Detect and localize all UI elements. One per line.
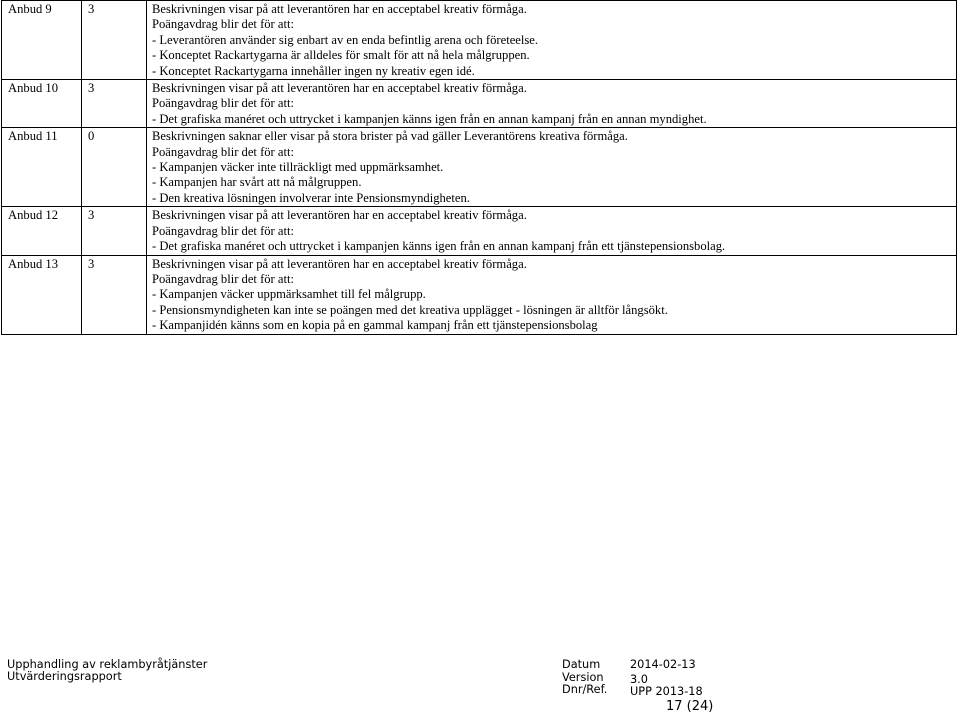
bid-description bbox=[147, 80, 957, 128]
description-line: - Det grafiska manéret och uttrycket i kampanjen känns igen från en annan kampanj från en annan myndighet. bbox=[152, 111, 707, 126]
version-value: 3.0 bbox=[630, 673, 648, 686]
description-line: Beskrivningen saknar eller visar på stora brister på vad gäller Leverantörens kreativa förmåga. bbox=[152, 129, 628, 144]
description-line: - Kampanjen väcker inte tillräckligt med uppmärksamhet. bbox=[152, 160, 444, 175]
bid-score: 3 bbox=[82, 1, 147, 80]
description-line: - Leverantören använder sig enbart av en enda befintlig arena och företeelse. bbox=[152, 32, 539, 47]
description-line: - Det grafiska manéret och uttrycket i kampanjen känns igen från en annan kampanj från ett tjänstepensionsbolag. bbox=[152, 239, 726, 254]
evaluation-table bbox=[1, 0, 957, 335]
description-line: Poängavdrag blir det för att: bbox=[152, 223, 294, 238]
bid-name: Anbud 11 bbox=[2, 128, 82, 207]
bid-name: Anbud 13 bbox=[2, 255, 82, 334]
bid-description bbox=[147, 255, 957, 334]
description-line: Poängavdrag blir det för att: bbox=[152, 17, 294, 32]
description-line: Beskrivningen visar på att leverantören har en acceptabel kreativ förmåga. bbox=[152, 208, 527, 223]
description-line: - Den kreativa lösningen involverar inte Pensionsmyndigheten. bbox=[152, 190, 470, 205]
bid-name: Anbud 12 bbox=[2, 207, 82, 255]
version-label: Version bbox=[562, 671, 604, 684]
table-row bbox=[2, 255, 957, 334]
description-line: Beskrivningen visar på att leverantören har en acceptabel kreativ förmåga. bbox=[152, 81, 527, 96]
dnr-label: Dnr/Ref. bbox=[562, 683, 608, 696]
dnr-value: UPP 2013-18 bbox=[630, 685, 703, 698]
description-line: Beskrivningen visar på att leverantören har en acceptabel kreativ förmåga. bbox=[152, 2, 527, 16]
bid-name: Anbud 9 bbox=[2, 1, 82, 80]
bid-score: 3 bbox=[82, 80, 147, 128]
table-row bbox=[2, 128, 957, 207]
description-line: - Kampanjen väcker uppmärksamhet till fel målgrupp. bbox=[152, 287, 426, 302]
description-line: - Kampanjidén känns som en kopia på en gammal kampanj från ett tjänstepensionsbolag bbox=[152, 318, 598, 333]
description-line: - Konceptet Rackartygarna är alldeles för smalt för att nå hela målgruppen. bbox=[152, 48, 530, 63]
bid-description bbox=[147, 207, 957, 255]
bid-score: 0 bbox=[82, 128, 147, 207]
table-row bbox=[2, 1, 957, 80]
description-line: - Konceptet Rackartygarna innehåller ingen ny kreativ egen idé. bbox=[152, 63, 475, 78]
footer-subtitle: Utvärderingsrapport bbox=[7, 670, 122, 683]
footer-title: Upphandling av reklambyråtjänster bbox=[7, 658, 208, 671]
description-line: Poängavdrag blir det för att: bbox=[152, 96, 294, 111]
description-line: Beskrivningen visar på att leverantören har en acceptabel kreativ förmåga. bbox=[152, 256, 527, 271]
datum-label: Datum bbox=[562, 658, 601, 671]
bid-description bbox=[147, 1, 957, 80]
bid-score: 3 bbox=[82, 255, 147, 334]
bid-description bbox=[147, 128, 957, 207]
description-line: Poängavdrag blir det för att: bbox=[152, 144, 294, 159]
table-row bbox=[2, 80, 957, 128]
datum-value: 2014-02-13 bbox=[630, 658, 696, 671]
description-line: Poängavdrag blir det för att: bbox=[152, 271, 294, 286]
description-line: - Kampanjen har svårt att nå målgruppen. bbox=[152, 175, 362, 190]
description-line: - Pensionsmyndigheten kan inte se poängen med det kreativa upplägget - lösningen är alltför långsökt. bbox=[152, 302, 668, 317]
bid-name: Anbud 10 bbox=[2, 80, 82, 128]
bid-score: 3 bbox=[82, 207, 147, 255]
page-number: 17 (24) bbox=[666, 699, 714, 714]
table-row bbox=[2, 207, 957, 255]
